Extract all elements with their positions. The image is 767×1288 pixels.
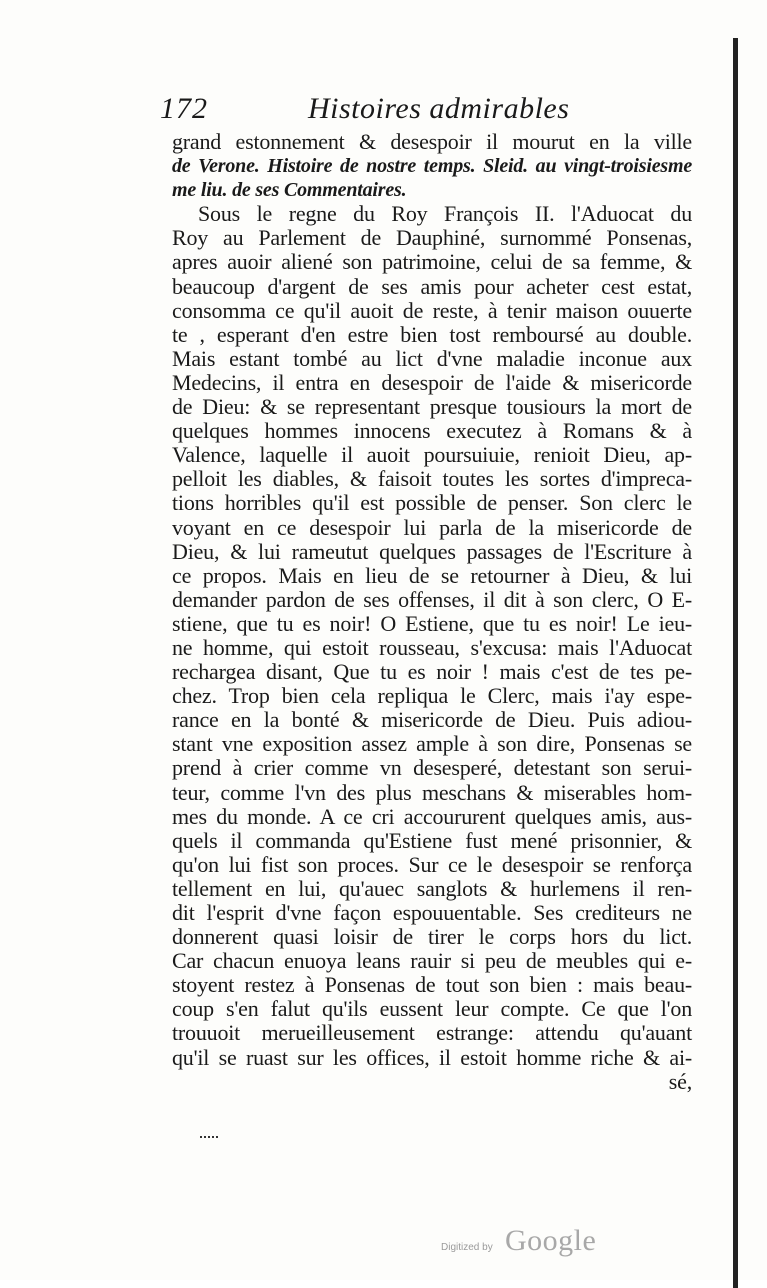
body-text (172, 130, 692, 1094)
text-line: de Dieu: & se representant presque tousiours la mort de (172, 394, 692, 420)
text-line: qu'il se ruast sur les offices, il estoit homme riche & ai- (172, 1044, 692, 1070)
text-line: tions horribles qu'il est possible de penser. Son clerc le (172, 490, 692, 516)
page-number: 172 (160, 92, 208, 125)
text-line: trouuoit merueilleusement estrange: attendu qu'auant (172, 1020, 692, 1046)
text-line: prend à crier comme vn desesperé, detestant son serui- (172, 755, 692, 781)
text-line: Car chacun enuoya leans rauir si peu de meubles qui e- (172, 948, 692, 974)
text-line: stoyent restez à Ponsenas de tout son bien : mais beau- (172, 972, 692, 998)
text-line: Mais estant tombé au lict d'vne maladie inconue aux (172, 345, 692, 371)
ink-smudge (200, 1136, 218, 1144)
text-line: Roy au Parlement de Dauphiné, surnommé Ponsenas, (172, 225, 692, 251)
text-line: coup s'en falut qu'ils eussent leur compte. Ce que l'on (172, 996, 692, 1022)
text-line: ne homme, qui estoit rousseau, s'excusa: mais l'Aduocat (172, 634, 692, 660)
text-line: stiene, que tu es noir! O Estiene, que tu es noir! Le ieu- (172, 610, 692, 636)
text-line: rance en la bonté & misericorde de Dieu. Puis adiou- (172, 707, 692, 733)
text-line: dit l'esprit d'vne façon espouuentable. Ses crediteurs ne (172, 900, 692, 925)
text-line: voyant en ce desespoir lui parla de la misericorde de (172, 514, 692, 540)
text-line: Valence, laquelle il auoit poursuiuie, renioit Dieu, ap- (172, 442, 692, 468)
text-line: qu'on lui fist son proces. Sur ce le desespoir se renforça (172, 851, 692, 877)
digitized-watermark (441, 1224, 611, 1264)
text-line: rechargea disant, Que tu es noir ! mais c'est de tes pe- (172, 659, 692, 685)
text-line: apres auoir aliené son patrimoine, celui de sa femme, & (172, 249, 692, 275)
catchword: sé, (668, 1068, 692, 1094)
text-line: teur, comme l'vn des plus meschans & miserables hom- (172, 779, 692, 805)
page-edge-shadow (733, 38, 738, 1288)
text-line: quels il commanda qu'Estiene fust mené prisonnier, & (172, 827, 692, 853)
text-line: quelques hommes innocens executez à Romans & à (172, 418, 692, 444)
text-line: stant vne exposition assez ample à son dire, Ponsenas se (172, 731, 692, 757)
watermark-prefix: Digitized by (441, 1242, 493, 1253)
text-line: beaucoup d'argent de ses amis pour acheter cest estat, (172, 273, 692, 299)
text-line: Sous le regne du Roy François II. l'Aduocat du (198, 201, 692, 227)
text-line: tellement en lui, qu'auec sanglots & hurlemens il ren- (172, 875, 692, 901)
text-line: chez. Trop bien cela repliqua le Clerc, mais i'ay espe- (172, 683, 692, 709)
text-line: demander pardon de ses offenses, il dit à son clerc, O E- (172, 586, 692, 612)
text-line: te , esperant d'en estre bien tost remboursé au double. (172, 321, 692, 347)
text-line: grand estonnement & desespoir il mourut en la ville (172, 129, 692, 154)
text-line: mes du monde. A ce cri accoururent quelques amis, aus- (172, 803, 692, 829)
text-line: Medecins, il entra en desespoir de l'aide & misericorde (172, 369, 692, 395)
running-title: Histoires admirables (308, 92, 570, 125)
text-line-citation: me liu. de ses Commentaires. (172, 179, 407, 202)
page-header (160, 92, 580, 132)
text-line-citation: de Verone. Histoire de nostre temps. Sleid. au vingt-troisiesme (172, 155, 692, 178)
text-line: consomma ce qu'il auoit de reste, à tenir maison ouuerte (172, 297, 692, 323)
text-line: donnerent quasi loisir de tirer le corps hors du lict. (172, 924, 692, 950)
text-line: pelloit les diables, & faisoit toutes les sortes d'impreca- (172, 466, 692, 492)
text-line: Dieu, & lui rameutut quelques passages de l'Escriture à (172, 538, 692, 564)
google-logo: Google (505, 1224, 597, 1257)
text-line: ce propos. Mais en lieu de se retourner à Dieu, & lui (172, 562, 692, 588)
